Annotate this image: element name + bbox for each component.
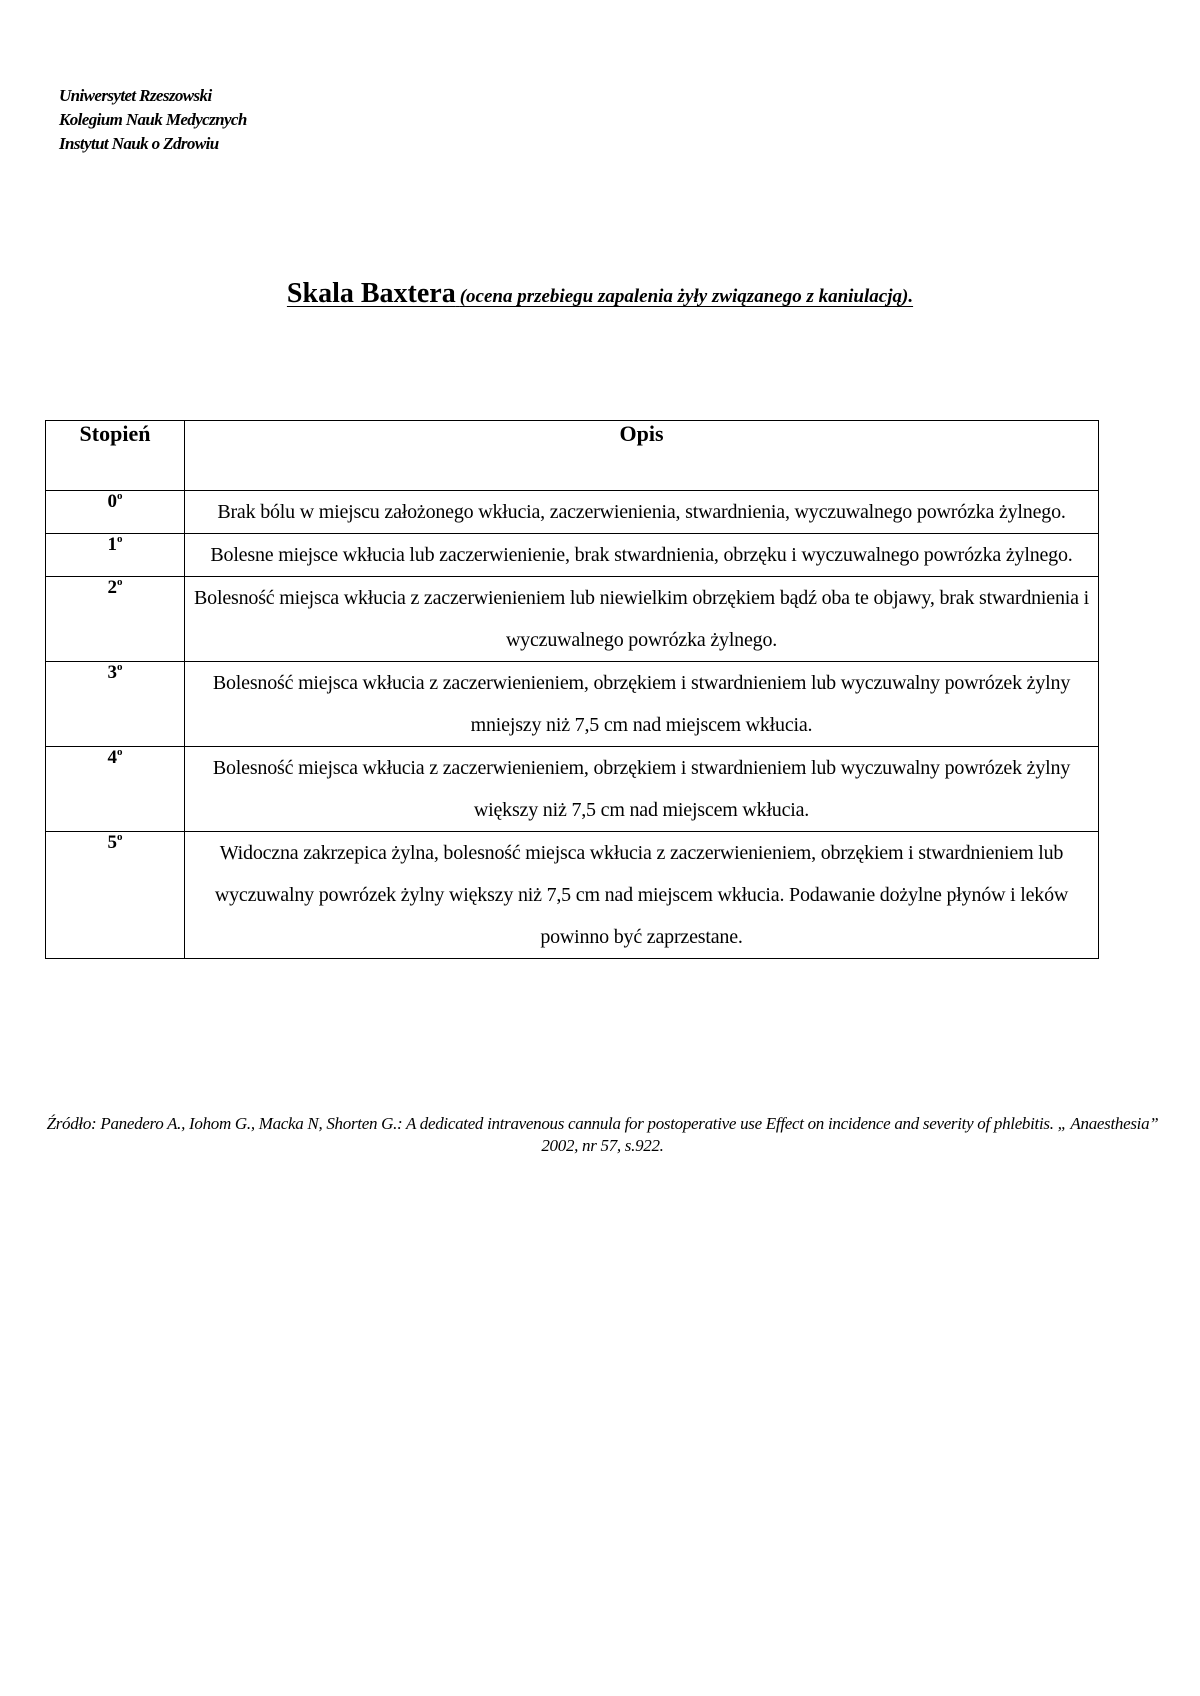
degree-symbol: o: [117, 661, 123, 673]
baxter-scale-table: [45, 420, 1099, 959]
grade-value: 2: [107, 577, 117, 598]
degree-symbol: o: [117, 533, 123, 545]
table-row: [46, 662, 1099, 747]
description-cell: Brak bólu w miejscu założonego wkłucia, zaczerwienienia, stwardnienia, wyczuwalnego powrózka żylnego.: [185, 491, 1099, 534]
table-row: [46, 491, 1099, 534]
institution-header: [59, 84, 247, 156]
document-title: [0, 278, 1200, 310]
degree-symbol: o: [117, 576, 123, 588]
table-row: [46, 747, 1099, 832]
grade-value: 3: [107, 662, 117, 683]
table-row: [46, 577, 1099, 662]
grade-column-header: Stopień: [46, 421, 185, 491]
degree-symbol: o: [117, 746, 123, 758]
grade-value: 5: [107, 832, 117, 853]
university-name: Uniwersytet Rzeszowski: [59, 86, 212, 105]
description-cell: Bolesne miejsce wkłucia lub zaczerwienienie, brak stwardnienia, obrzęku i wyczuwalnego powrózka żylnego.: [185, 534, 1099, 577]
grade-cell: [46, 832, 185, 959]
grade-cell: [46, 577, 185, 662]
description-cell: Bolesność miejsca wkłucia z zaczerwienieniem, obrzękiem i stwardnieniem lub wyczuwalny powrózek żylny mniejszy niż 7,5 cm nad miejscem wkłucia.: [185, 662, 1099, 747]
grade-value: 4: [107, 747, 117, 768]
grade-cell: [46, 747, 185, 832]
grade-cell: [46, 491, 185, 534]
institute-name: Instytut Nauk o Zdrowiu: [59, 134, 219, 153]
title-main: Skala Baxtera: [286, 278, 456, 309]
grade-value: 0: [107, 491, 117, 512]
source-citation: Źródło: Panedero A., Iohom G., Macka N, Shorten G.: A dedicated intravenous cannula for postoperative use Effect on incidence and severity of phlebitis. „ Anaesthesia” 2002, nr 57, s.922.: [46, 1114, 1159, 1155]
degree-symbol: o: [117, 490, 123, 502]
grade-cell: [46, 534, 185, 577]
title-subtitle: (ocena przebiegu zapalenia żyły związanego z kaniulacją).: [459, 286, 914, 307]
description-column-header: Opis: [185, 421, 1099, 491]
table-row: [46, 534, 1099, 577]
degree-symbol: o: [117, 831, 123, 843]
grade-value: 1: [107, 534, 117, 555]
table-row: [46, 832, 1099, 959]
description-cell: Widoczna zakrzepica żylna, bolesność miejsca wkłucia z zaczerwienieniem, obrzękiem i stwardnieniem lub wyczuwalny powrózek żylny większy niż 7,5 cm nad miejscem wkłucia. Podawanie dożylne płynów i leków powinno być zaprzestane.: [185, 832, 1099, 959]
college-name: Kolegium Nauk Medycznych: [59, 110, 247, 129]
grade-cell: [46, 662, 185, 747]
table-header-row: [46, 421, 1099, 491]
description-cell: Bolesność miejsca wkłucia z zaczerwienieniem, obrzękiem i stwardnieniem lub wyczuwalny powrózek żylny większy niż 7,5 cm nad miejscem wkłucia.: [185, 747, 1099, 832]
description-cell: Bolesność miejsca wkłucia z zaczerwienieniem lub niewielkim obrzękiem bądź oba te objawy, brak stwardnienia i wyczuwalnego powrózka żylnego.: [185, 577, 1099, 662]
